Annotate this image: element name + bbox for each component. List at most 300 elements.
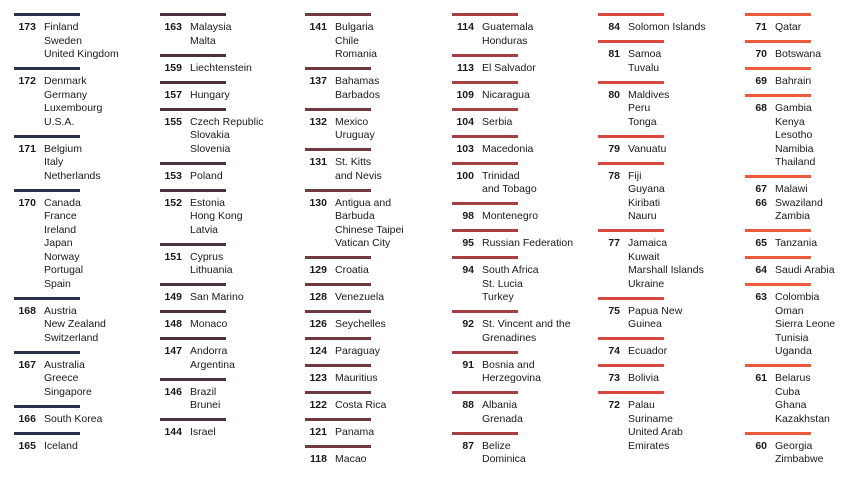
country-list [775,48,850,62]
rank-number: 124 [309,345,327,357]
rank-number: 170 [18,196,36,209]
country-name: Italy [44,156,64,168]
rank-divider-bar [452,351,518,354]
rank-divider-bar [305,310,371,313]
rank-number: 128 [309,291,327,303]
country-list [628,143,740,157]
country-name: Antigua and [335,196,392,209]
rank-divider-bar [745,67,811,70]
country-name: Tunisia [775,331,809,344]
country-name: Malawi [775,183,808,195]
country-list [44,305,156,346]
country-name: Macedonia [482,142,534,155]
rank-number: 126 [309,318,327,330]
country-list [44,143,156,184]
rank-divider-bar [452,135,518,138]
rank-number: 149 [164,291,182,303]
country-name: Tanzania [775,237,818,249]
rank-number: 84 [608,21,620,33]
country-name: Albania [482,399,518,411]
rank-divider-bar [160,243,226,246]
country-name: Zambia [775,210,811,222]
rank-divider-bar [305,391,371,394]
country-name: Argentina [190,358,235,371]
country-list [335,197,447,251]
rank-number: 144 [164,426,182,438]
rank-divider-bar [452,54,518,57]
country-name: Oman [775,304,804,317]
country-list [775,197,850,224]
rank-number: 78 [608,169,620,182]
rank-divider-bar [160,337,226,340]
country-name: Ireland [44,223,77,236]
rank-divider-bar [160,283,226,286]
country-list [482,318,594,345]
country-name: Grenadines [482,331,537,344]
rank-number: 129 [309,264,327,276]
country-name: Hong Kong [190,210,243,222]
rank-divider-bar [160,189,226,192]
rank-number: 168 [18,304,36,317]
country-name: Vatican City [335,237,391,249]
rank-number: 74 [608,345,620,357]
rank-number: 151 [164,250,182,263]
rank-number: 87 [462,439,474,452]
country-list [628,48,740,75]
country-name: Kenya [775,115,805,128]
country-name: Andorra [190,345,228,357]
country-name: Netherlands [44,169,101,182]
country-name: Trinidad [482,169,520,182]
country-name: Barbados [335,88,380,101]
country-name: El Salvador [482,61,536,74]
country-name: Saudi Arabia [775,264,835,276]
country-name: Iceland [44,439,78,452]
rank-number: 103 [456,142,474,155]
country-list [628,399,740,453]
country-list [190,116,302,157]
country-list [775,291,850,359]
country-name: Hungary [190,88,230,101]
rank-number: 122 [309,399,327,411]
country-name: Lithuania [190,264,233,276]
rank-number: 132 [309,115,327,128]
country-name: Bahrain [775,75,812,87]
country-name: Swaziland [775,196,823,209]
country-name: Honduras [482,34,528,47]
country-name: Ukraine [628,277,665,290]
rank-number: 166 [18,412,36,425]
rank-number: 75 [608,304,620,317]
rank-number: 131 [309,156,327,168]
ranking-column-4 [452,0,592,483]
rank-number: 67 [755,183,767,195]
country-name: Mauritius [335,372,378,384]
rank-divider-bar [14,13,80,16]
country-list [190,170,302,184]
rank-number: 98 [462,210,474,222]
rank-number: 155 [164,115,182,128]
country-name: Costa Rica [335,399,387,411]
rank-divider-bar [452,108,518,111]
rank-divider-bar [305,13,371,16]
country-name: Emirates [628,439,670,452]
country-list [482,359,594,386]
country-name: Thailand [775,156,816,168]
country-name: Liechtenstein [190,61,252,74]
rank-divider-bar [452,432,518,435]
rank-divider-bar [598,135,664,138]
country-name: Papua New [628,304,683,317]
country-name: United Kingdom [44,48,119,60]
country-name: Germany [44,88,88,101]
country-list [190,62,302,76]
country-name: St. Lucia [482,277,523,290]
rank-number: 152 [164,196,182,209]
country-name: Croatia [335,264,369,276]
rank-number: 171 [18,142,36,155]
rank-number: 88 [462,399,474,411]
rank-number: 147 [164,345,182,357]
country-name: Belize [482,439,511,452]
country-name: Nicaragua [482,88,530,101]
country-name: Finland [44,21,79,33]
country-list [44,75,156,129]
rank-divider-bar [14,135,80,138]
rank-number: 153 [164,169,182,182]
country-list [775,440,850,467]
country-list [628,170,740,224]
country-name: Austria [44,304,77,317]
rank-divider-bar [305,148,371,151]
country-name: Luxembourg [44,102,103,114]
country-name: Turkey [482,291,514,303]
country-list [335,156,447,183]
rank-number: 61 [755,372,767,384]
country-list [335,345,447,359]
rank-number: 121 [309,426,327,438]
country-name: Japan [44,237,73,249]
country-list [628,372,740,386]
rank-number: 91 [462,358,474,371]
country-list [482,399,594,426]
country-name: Gambia [775,102,812,114]
rank-divider-bar [598,229,664,232]
rank-divider-bar [305,364,371,367]
country-name: Dominica [482,453,526,465]
rank-number: 94 [462,264,474,276]
rank-divider-bar [745,256,811,259]
rank-divider-bar [14,432,80,435]
country-name: Belgium [44,142,82,155]
country-name: Slovakia [190,129,230,141]
rank-divider-bar [452,391,518,394]
country-name: Poland [190,169,223,182]
rank-number: 71 [755,21,767,33]
country-list [482,143,594,157]
country-name: and Tobago [482,183,537,195]
rank-number: 118 [310,453,327,465]
rank-divider-bar [14,297,80,300]
country-name: Chinese Taipei [335,223,404,236]
rank-number: 109 [456,88,474,101]
rank-divider-bar [745,364,811,367]
rank-divider-bar [160,13,226,16]
country-name: Malta [190,34,216,47]
rank-number: 173 [18,21,36,33]
country-name: U.S.A. [44,115,75,128]
country-list [190,197,302,238]
country-name: Ecuador [628,345,668,357]
country-list [628,21,740,35]
country-name: Monaco [190,318,228,330]
country-list [190,345,302,372]
rank-divider-bar [452,81,518,84]
ranking-column-1 [14,0,154,483]
country-list [335,372,447,386]
country-name: Slovenia [190,142,231,155]
country-list [44,359,156,400]
country-list [190,426,302,440]
country-name: Macao [335,453,367,465]
rank-divider-bar [452,229,518,232]
country-name: Marshall Islands [628,264,704,276]
rank-divider-bar [160,418,226,421]
rank-divider-bar [14,189,80,192]
country-name: Vanuatu [628,142,667,155]
country-list [335,116,447,143]
country-list [335,453,447,467]
country-name: St. Kitts [335,156,372,168]
country-name: Portugal [44,264,84,276]
rank-number: 163 [164,21,182,33]
country-name: Chile [335,34,359,47]
country-name: Bahamas [335,75,380,87]
country-list [482,89,594,103]
rank-number: 65 [755,237,767,249]
country-name: Lesotho [775,129,813,141]
country-name: Peru [628,102,651,114]
country-list [44,413,156,427]
country-name: Kuwait [628,250,660,263]
rank-number: 66 [755,196,767,209]
rank-divider-bar [305,418,371,421]
rank-number: 72 [608,399,620,411]
country-name: Nauru [628,210,657,222]
country-name: and Nevis [335,169,382,182]
rank-number: 114 [457,21,474,33]
rank-number: 167 [18,358,36,371]
country-name: Cuba [775,385,801,398]
country-name: Guatemala [482,21,534,33]
country-name: Samoa [628,48,662,60]
country-list [482,264,594,305]
country-name: Bosnia and [482,358,535,371]
rank-divider-bar [305,283,371,286]
rank-divider-bar [14,67,80,70]
rank-number: 123 [309,372,327,384]
country-name: Brazil [190,385,217,398]
country-list [628,89,740,130]
country-list [628,305,740,332]
country-list [190,386,302,413]
country-list [44,440,156,454]
rank-divider-bar [452,256,518,259]
country-name: South Africa [482,264,539,276]
country-list [482,62,594,76]
rank-number: 80 [608,88,620,101]
country-name: New Zealand [44,318,106,330]
country-name: Sierra Leone [775,318,836,330]
country-list [335,75,447,102]
rank-number: 68 [755,102,767,114]
country-name: Solomon Islands [628,21,706,33]
country-list [44,197,156,292]
rank-divider-bar [598,81,664,84]
rank-divider-bar [598,297,664,300]
country-name: Bulgaria [335,21,374,33]
ranking-column-6 [745,0,850,483]
country-name: Kazakhstan [775,412,830,425]
country-name: Israel [190,426,216,438]
rank-divider-bar [160,81,226,84]
country-list [628,237,740,291]
rank-number: 81 [608,48,620,60]
country-list [482,170,594,197]
rank-divider-bar [452,162,518,165]
rank-divider-bar [598,337,664,340]
country-name: Suriname [628,412,673,425]
rank-number: 60 [755,439,767,452]
rank-divider-bar [745,94,811,97]
country-name: Paraguay [335,345,380,357]
rank-divider-bar [745,432,811,435]
country-name: South Korea [44,412,103,425]
country-list [335,21,447,62]
country-list [335,318,447,332]
rank-number: 73 [608,372,620,384]
rank-number: 172 [18,75,36,87]
rank-number: 137 [309,75,327,87]
country-name: Cyprus [190,250,224,263]
rank-number: 100 [456,169,474,182]
country-name: Singapore [44,385,92,398]
country-list [482,237,594,251]
rank-divider-bar [305,256,371,259]
country-name: Mexico [335,115,369,128]
ranking-column-3 [305,0,445,483]
country-name: Kiribati [628,196,661,209]
country-list [482,210,594,224]
country-list [44,21,156,62]
country-name: United Arab [628,426,683,438]
rank-number: 63 [755,291,767,303]
country-name: Estonia [190,196,226,209]
rank-divider-bar [745,283,811,286]
rank-number: 141 [309,21,327,33]
country-name: Tuvalu [628,61,660,74]
country-name: Guyana [628,183,665,195]
country-name: Tonga [628,115,657,128]
rank-divider-bar [452,13,518,16]
country-name: Belarus [775,372,811,384]
country-name: Greece [44,372,79,384]
country-list [775,102,850,170]
country-name: Romania [335,48,378,60]
country-list [775,21,850,35]
country-name: Grenada [482,412,523,425]
rank-divider-bar [160,54,226,57]
country-name: Guinea [628,318,662,330]
rank-divider-bar [745,13,811,16]
rank-divider-bar [160,378,226,381]
country-name: St. Vincent and the [482,318,571,330]
rank-divider-bar [14,405,80,408]
rank-divider-bar [305,445,371,448]
country-name: Palau [628,399,655,411]
country-name: Herzegovina [482,372,541,384]
rank-number: 92 [462,318,474,330]
country-name: Uganda [775,345,812,357]
country-list [775,237,850,251]
country-name: Czech Republic [190,115,264,128]
country-name: Russian Federation [482,237,574,249]
rank-divider-bar [305,108,371,111]
rank-number: 165 [18,439,36,452]
rank-number: 69 [755,75,767,87]
rank-number: 104 [456,115,474,128]
country-name: Serbia [482,115,513,128]
country-name: Botswana [775,48,822,60]
rank-divider-bar [598,162,664,165]
country-name: France [44,210,77,222]
country-list [775,75,850,89]
country-name: Seychelles [335,318,386,330]
country-name: Uruguay [335,129,375,141]
country-list [628,345,740,359]
country-name: Canada [44,196,81,209]
ranking-column-2 [160,0,300,483]
country-list [775,372,850,426]
country-name: Barbuda [335,210,375,222]
rank-number: 77 [608,237,620,249]
country-list [482,440,594,467]
rank-divider-bar [598,364,664,367]
rank-divider-bar [160,162,226,165]
country-name: Fiji [628,169,642,182]
rank-divider-bar [305,189,371,192]
rank-number: 159 [164,61,182,74]
rank-divider-bar [305,67,371,70]
rank-divider-bar [598,13,664,16]
ranking-column-5 [598,0,738,483]
country-name: Denmark [44,75,87,87]
country-list [482,21,594,48]
country-list [335,291,447,305]
country-name: San Marino [190,291,244,303]
country-name: Panama [335,426,375,438]
country-list [335,264,447,278]
country-list [190,291,302,305]
country-name: Maldives [628,88,670,101]
rank-number: 130 [309,196,327,209]
rank-number: 95 [462,237,474,249]
rank-divider-bar [745,175,811,178]
country-name: Latvia [190,223,219,236]
country-list [335,399,447,413]
rank-divider-bar [305,337,371,340]
country-name: Montenegro [482,210,539,222]
